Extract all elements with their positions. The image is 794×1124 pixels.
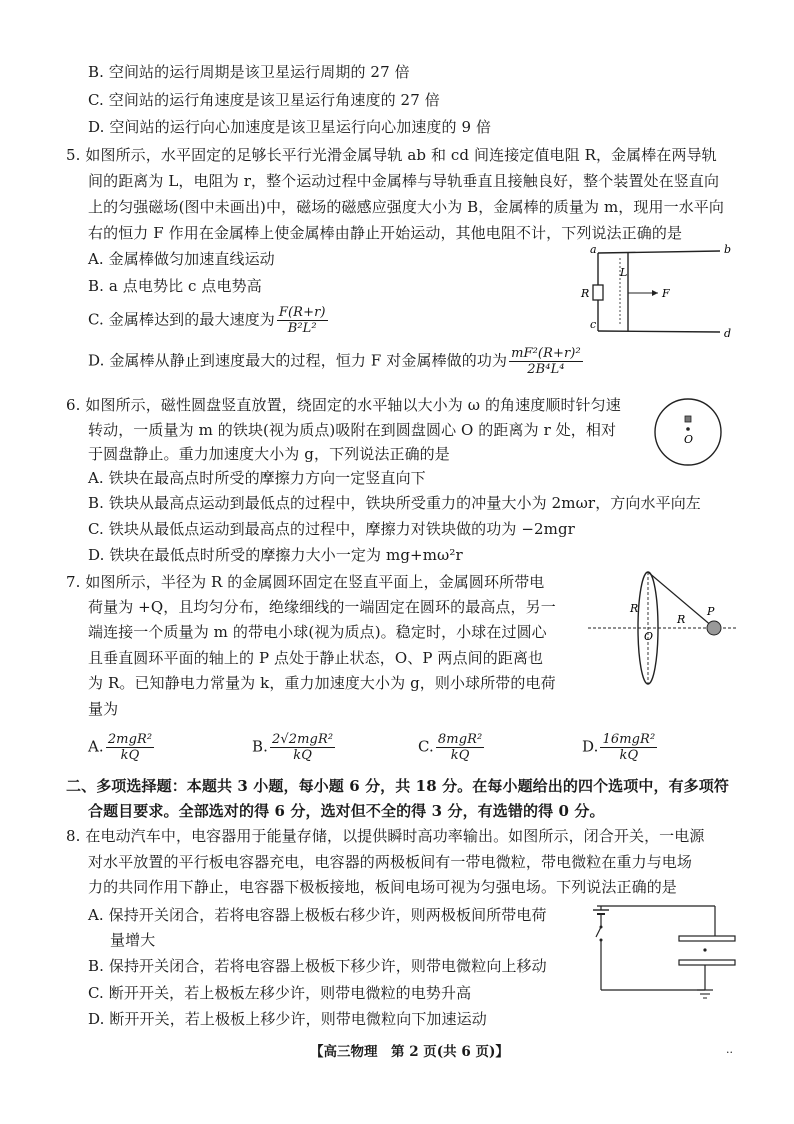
fraction-denominator: kQ	[619, 748, 639, 763]
q7-label-O: O	[644, 630, 654, 643]
q7-option-b-label: B.	[252, 737, 268, 756]
section2-heading-line-1: 二、多项选择题：本题共 3 小题，每小题 6 分，共 18 分。在每小题给出的四个选项中，有多项符	[66, 777, 729, 795]
q5-option-b: B. a 点电势比 c 点电势高	[88, 277, 262, 295]
q5-label-b: b	[724, 243, 732, 256]
q8-capacitor-svg	[585, 900, 735, 1006]
q5-option-c-fraction	[277, 305, 328, 336]
q7-stem-line-4: 且垂直圆环平面的轴上的 P 点处于静止状态，O、P 两点间的距离也	[88, 649, 544, 667]
q5-option-c	[88, 305, 330, 336]
q7-option-d	[582, 732, 659, 763]
q8-option-a-line-2: 量增大	[110, 931, 156, 949]
q7-stem-line-1: 7. 如图所示，半径为 R 的金属圆环固定在竖直平面上，金属圆环所带电	[66, 573, 545, 591]
q4-option-b: B. 空间站的运行周期是该卫星运行周期的 27 倍	[88, 63, 410, 81]
fraction-denominator: kQ	[120, 748, 140, 763]
q6-stem-line-2: 转动，一质量为 m 的铁块(视为质点)吸附在到圆盘圆心 O 的距离为 r 处，相对	[88, 421, 617, 439]
q6-option-c: C. 铁块从最低点运动到最高点的过程中，摩擦力对铁块做的功为 −2mgr	[88, 520, 575, 538]
q7-option-c-fraction	[436, 732, 484, 763]
corner-mark: ··	[726, 1046, 733, 1059]
q8-stem-line-2: 对水平放置的平行板电容器充电，电容器的两极板间有一带电微粒，带电微粒在重力与电场	[88, 853, 693, 871]
fraction-numerator: 16mgR²	[602, 732, 656, 747]
q6-label-O: O	[684, 433, 694, 446]
q5-stem-line-2: 间的距离为 L，电阻为 r，整个运动过程中金属棒与导轨垂直且接触良好，整个装置处在竖直向	[88, 172, 720, 190]
q5-label-L: L	[620, 266, 628, 279]
q8-stem-line-3: 力的共同作用下静止，电容器下极板接地，板间电场可视为匀强电场。下列说法正确的是	[88, 878, 677, 896]
q7-stem-line-2: 荷量为 +Q，且均匀分布，绝缘细线的一端固定在圆环的最高点，另一	[88, 598, 556, 616]
q7-label-R-horizontal: R	[677, 613, 686, 626]
q5-option-a: A. 金属棒做匀加速直线运动	[88, 250, 275, 268]
q5-stem-line-1: 5. 如图所示，水平固定的足够长平行光滑金属导轨 ab 和 cd 间连接定值电阻 R，金属棒在两导轨	[66, 146, 717, 164]
q7-option-c	[418, 732, 486, 763]
q7-option-c-label: C.	[418, 737, 434, 756]
q6-stem-line-1: 6. 如图所示，磁性圆盘竖直放置，绕固定的水平轴以大小为 ω 的角速度顺时针匀速	[66, 396, 621, 414]
q5-option-d-text: D. 金属棒从静止到速度最大的过程，恒力 F 对金属棒做的功为	[88, 351, 508, 370]
q6-option-b: B. 铁块从最高点运动到最低点的过程中，铁块所受重力的冲量大小为 2mωr，方向水平向左	[88, 494, 701, 512]
q7-option-b	[252, 732, 337, 763]
fraction-numerator: 2mgR²	[107, 732, 153, 747]
q5-option-d	[88, 346, 585, 377]
q6-option-a: A. 铁块在最高点时所受的摩擦力方向一定竖直向下	[88, 469, 426, 487]
fraction-denominator: 2B⁴L⁴	[527, 362, 565, 377]
section2-heading-line-2: 合题目要求。全部选对的得 6 分，选对但不全的得 3 分，有选错的得 0 分。	[88, 802, 605, 820]
fraction-numerator: 2√2mgR²	[272, 732, 334, 747]
q8-option-a-line-1: A. 保持开关闭合，若将电容器上极板右移少许，则两极板间所带电荷	[88, 906, 547, 924]
q5-option-d-fraction	[509, 346, 583, 377]
q5-option-c-text: C. 金属棒达到的最大速度为	[88, 310, 275, 329]
q7-option-d-fraction	[600, 732, 657, 763]
q5-label-R: R	[581, 287, 590, 300]
fraction-denominator: B²L²	[287, 321, 317, 336]
page-footer: 【高三物理 第 2 页(共 6 页)】	[310, 1044, 509, 1060]
fraction-denominator: kQ	[293, 748, 312, 763]
q7-stem-line-3: 端连接一个质量为 m 的带电小球(视为质点)。稳定时，小球在过圆心	[88, 623, 547, 641]
q8-capacitor-circuit-figure	[585, 900, 735, 1006]
q7-stem-line-5: 为 R。已知静电力常量为 k，重力加速度大小为 g，则小球所带的电荷	[88, 674, 556, 692]
q7-option-a	[88, 732, 156, 763]
q7-option-b-fraction	[270, 732, 335, 763]
fraction-denominator: kQ	[450, 748, 470, 763]
q5-label-d: d	[724, 327, 732, 340]
q5-label-a: a	[590, 243, 597, 256]
q5-label-F: F	[662, 287, 670, 300]
q5-stem-line-4: 右的恒力 F 作用在金属棒上使金属棒由静止开始运动，其他电阻不计，下列说法正确的是	[88, 224, 683, 242]
q4-option-c: C. 空间站的运行角速度是该卫星运行角速度的 27 倍	[88, 91, 440, 109]
q7-label-P: P	[707, 605, 715, 618]
q5-rail-svg	[580, 240, 740, 340]
q5-stem-line-3: 上的匀强磁场(图中未画出)中，磁场的磁感应强度大小为 B，金属棒的质量为 m，现用一水平向	[88, 198, 724, 216]
q6-disc-svg	[652, 390, 724, 476]
fraction-numerator: F(R+r)	[278, 305, 326, 320]
q7-option-a-label: A.	[88, 737, 104, 756]
q7-stem-line-6: 量为	[88, 700, 119, 718]
q8-stem-line-1: 8. 在电动汽车中，电容器用于能量存储，以提供瞬时高功率输出。如图所示，闭合开关，一电源	[66, 827, 705, 845]
q8-option-d: D. 断开开关，若上极板上移少许，则带电微粒向下加速运动	[88, 1010, 487, 1028]
q7-option-d-label: D.	[582, 737, 599, 756]
q6-disc-figure	[652, 390, 724, 476]
q5-rail-circuit-figure	[580, 240, 740, 340]
q7-option-a-fraction	[106, 732, 154, 763]
q6-option-d: D. 铁块在最低点时所受的摩擦力大小一定为 mg+mω²r	[88, 546, 463, 564]
fraction-numerator: 8mgR²	[437, 732, 483, 747]
q7-ring-figure	[588, 568, 738, 700]
q7-ring-svg	[588, 568, 738, 700]
q8-option-c: C. 断开开关，若上极板左移少许，则带电微粒的电势升高	[88, 984, 472, 1002]
fraction-numerator: mF²(R+r)²	[511, 346, 581, 361]
q7-label-R-vertical: R	[630, 602, 639, 615]
q4-option-d: D. 空间站的运行向心加速度是该卫星运行向心加速度的 9 倍	[88, 118, 492, 136]
q8-option-b: B. 保持开关闭合，若将电容器上极板下移少许，则带电微粒向上移动	[88, 957, 547, 975]
q5-label-c: c	[590, 318, 597, 331]
q6-stem-line-3: 于圆盘静止。重力加速度大小为 g，下列说法正确的是	[88, 445, 450, 463]
